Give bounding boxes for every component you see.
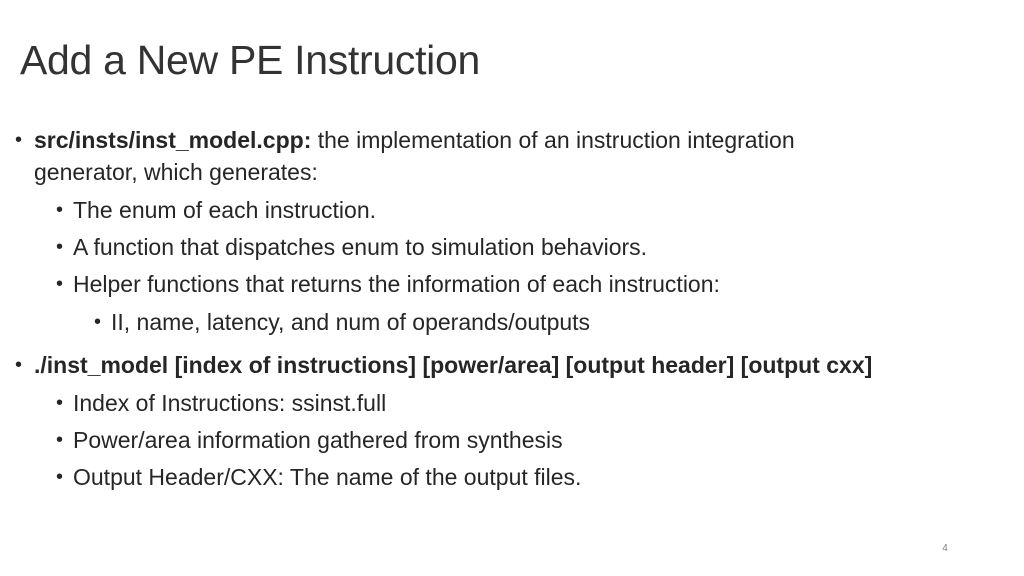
bullet-dot: • (56, 236, 64, 258)
sub-bullet-dispatch (56, 231, 648, 263)
bullet-bold-text: ./inst_model [index of instructions] [power/area] [output header] [output cxx] (34, 352, 873, 378)
bullet-dot: • (94, 311, 102, 333)
sub-bullet-power (56, 424, 563, 456)
bullet-bold-text: src/insts/inst_model.cpp: (34, 127, 312, 153)
sub-bullet-text: Index of Instructions: ssinst.full (73, 390, 387, 416)
sub-bullet-text: Helper functions that returns the information of each instruction: (73, 271, 720, 297)
sub-bullet-text: The enum of each instruction. (73, 197, 376, 223)
sub-bullet-text: A function that dispatches enum to simulation behaviors. (73, 234, 648, 260)
bullet-dot: • (15, 354, 23, 376)
bullet-dot: • (56, 466, 64, 488)
sub-bullet-helper (56, 268, 720, 300)
sub-bullet-text: Output Header/CXX: The name of the output files. (73, 464, 582, 490)
sub-bullet-enum (56, 194, 376, 226)
bullet-dot: • (56, 429, 64, 451)
bullet-continuation (34, 156, 318, 188)
bullet-dot: • (56, 392, 64, 414)
sub-bullet-text: Power/area information gathered from synthesis (73, 427, 563, 453)
bullet-inst-model (15, 349, 873, 381)
subsub-bullet-text: II, name, latency, and num of operands/outputs (111, 309, 591, 335)
subsub-bullet-ii (94, 306, 591, 338)
bullet-dot: • (15, 129, 23, 151)
page-number: 4 (942, 543, 948, 554)
bullet-src-insts (15, 124, 795, 156)
bullet-dot: • (56, 273, 64, 295)
bullet-text: the implementation of an instruction integration (311, 127, 795, 153)
sub-bullet-output (56, 461, 582, 493)
bullet-dot: • (56, 199, 64, 221)
sub-bullet-index (56, 387, 387, 419)
bullet-text: generator, which generates: (34, 159, 318, 185)
slide-title: Add a New PE Instruction (20, 37, 480, 83)
